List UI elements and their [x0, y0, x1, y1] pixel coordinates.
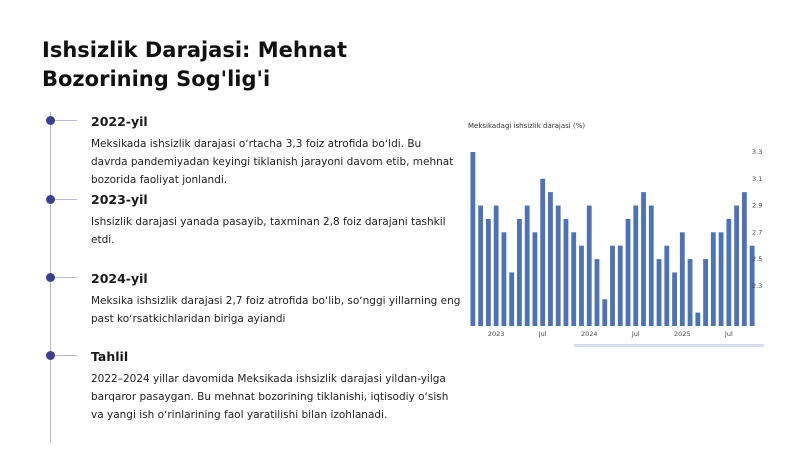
- page-title: Ishsizlik Darajasi: Mehnat Bozorining Sog'lig'i: [42, 38, 348, 91]
- x-tick-label: 2025: [674, 330, 691, 338]
- chart-bar: [672, 272, 677, 326]
- chart-bar: [587, 206, 592, 326]
- chart-bar: [486, 219, 491, 326]
- timeline-text: 2022–2024 yillar davomida Meksikada ishsizlik darajasi yildan-yilga barqaror pasaygan. Bu mehnat bozorining tiklanishi, iqtisodiy oʻsish va yangi ish oʻrinlarining faol yaratilishi bilan izohlanadi.: [91, 373, 449, 421]
- chart-bar: [641, 192, 646, 326]
- chart-bar: [478, 206, 483, 326]
- chart-bar: [633, 206, 638, 326]
- y-tick-label: 2.7: [752, 228, 763, 237]
- y-tick-label: 2.3: [752, 281, 763, 290]
- y-tick-label: 2.5: [752, 255, 763, 264]
- timeline-connector: [55, 355, 77, 356]
- chart-bar: [579, 246, 584, 326]
- chart-bar: [734, 206, 739, 326]
- chart-bar: [564, 219, 569, 326]
- x-tick-label: Jul: [631, 330, 640, 338]
- x-tick-label: Jul: [538, 330, 547, 338]
- timeline-heading: 2023-yil: [91, 192, 148, 207]
- chart-bar: [664, 246, 669, 326]
- timeline-dot: [46, 273, 55, 282]
- chart-bar: [494, 206, 499, 326]
- chart-bar: [533, 232, 538, 326]
- chart-bar: [509, 272, 514, 326]
- chart-bar: [602, 299, 607, 326]
- chart-bar: [688, 259, 693, 326]
- timeline-heading: 2022-yil: [91, 114, 148, 129]
- chart-bar: [626, 219, 631, 326]
- y-tick-label: 2.9: [752, 201, 763, 210]
- y-tick-label: 3.3: [752, 148, 763, 156]
- x-tick-label: 2023: [487, 330, 505, 338]
- chart-bar: [618, 246, 623, 326]
- chart-bar: [742, 192, 747, 326]
- chart-bar: [525, 206, 530, 326]
- chart-bar: [680, 232, 685, 326]
- chart-source-note: [574, 344, 764, 347]
- x-tick-label: 2024: [580, 330, 598, 338]
- chart-bar: [657, 259, 662, 326]
- chart-bar: [711, 232, 716, 326]
- timeline-connector: [55, 277, 77, 278]
- chart-bar: [517, 219, 522, 326]
- timeline-dot: [46, 116, 55, 125]
- timeline-connector: [55, 120, 77, 121]
- chart-bar: [703, 259, 708, 326]
- unemployment-chart: [466, 118, 776, 358]
- timeline-connector: [55, 199, 77, 200]
- chart-bar: [649, 206, 654, 326]
- chart-bar: [726, 219, 731, 326]
- chart-bar: [540, 179, 545, 326]
- x-tick-label: Jul: [724, 330, 733, 338]
- chart-bar: [695, 313, 700, 326]
- timeline-text: Meksikada ishsizlik darajasi oʻrtacha 3,3 foiz atrofida boʻldi. Bu davrda pandemiyadan keyingi tiklanish jarayoni davom etib, mehnat bozorida faoliyat jonlandi.: [91, 138, 454, 186]
- timeline-text: Meksika ishsizlik darajasi 2,7 foiz atrofida boʻlib, soʻnggi yillarning eng past koʻrsatkichlaridan biriga ayiandi: [91, 295, 461, 325]
- timeline-text: Ishsizlik darajasi yanada pasayib, taxminan 2,8 foiz darajani tashkil etdi.: [91, 216, 446, 246]
- chart-bar: [595, 259, 600, 326]
- chart-bar: [571, 232, 576, 326]
- chart-bar: [556, 206, 561, 326]
- chart-bar: [719, 232, 724, 326]
- timeline-dot: [46, 195, 55, 204]
- chart-title: Meksikadagi ishsizlik darajasi (%): [468, 122, 586, 130]
- chart-bar: [502, 232, 507, 326]
- timeline-heading: Tahlil: [91, 349, 129, 364]
- timeline-dot: [46, 351, 55, 360]
- chart-canvas: [466, 118, 776, 358]
- chart-bar: [548, 192, 553, 326]
- chart-bar: [610, 246, 615, 326]
- chart-bar: [470, 152, 475, 326]
- y-tick-label: 3.1: [752, 174, 763, 183]
- timeline-heading: 2024-yil: [91, 271, 148, 286]
